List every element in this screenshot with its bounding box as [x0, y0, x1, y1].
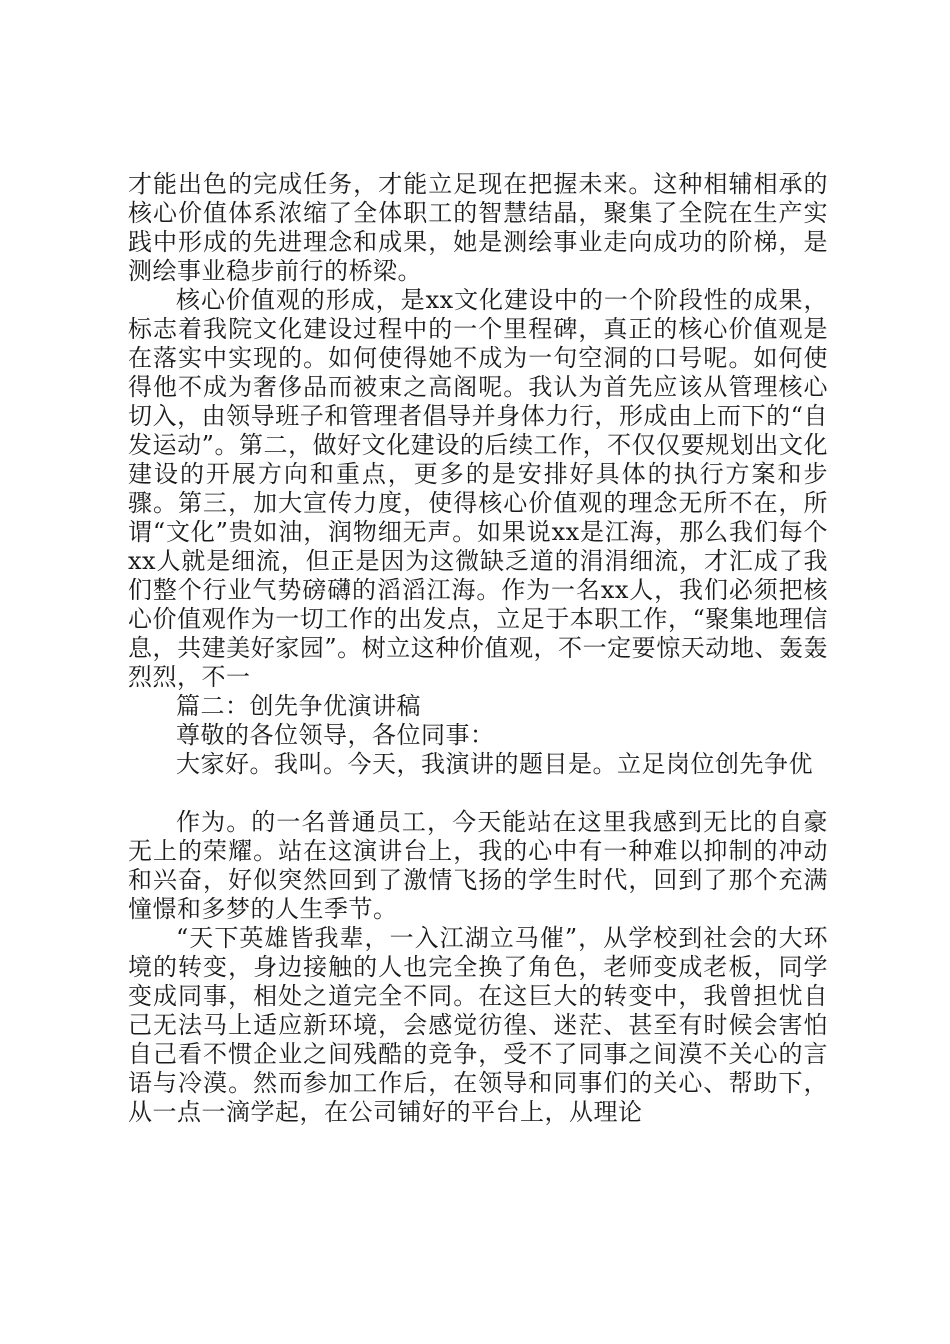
paragraph-transition: “天下英雄皆我辈，一入江湖立马催”，从学校到社会的大环境的转变，身边接触的人也完全换了角色，老师变成老板，同学变成同事，相处之道完全不同。在这巨大的转变中，我曾担忧自己无法马上适应新环境，会感觉彷徨、迷茫、甚至有时候会害怕自己看不惯企业之间残酷的竞争，受不了同事之间漠不关心的言语与冷漠。然而参加工作后，在领导和同事们的关心、帮助下，从一点一滴学起，在公司铺好的平台上，从理论: [128, 924, 828, 1126]
blank-line: [128, 779, 828, 808]
paragraph-continuation: 才能出色的完成任务，才能立足现在把握未来。这种相辅相承的核心价值体系浓缩了全体职工的智慧结晶，聚集了全院在生产实践中形成的先进理念和成果，她是测绘事业走向成功的阶梯，是测绘事业稳步前行的桥梁。: [128, 170, 828, 285]
greeting-line: 大家好。我叫。今天，我演讲的题目是。立足岗位创先争优: [176, 750, 813, 778]
paragraph-core-values: 核心价值观的形成，是xx文化建设中的一个阶段性的成果，标志着我院文化建设过程中的一个里程碑，真正的核心价值观是在落实中实现的。如何使得她不成为一句空洞的口号呢。如何使得他不成为奢侈品而被束之高阁呢。我认为首先应该从管理核心切入，由领导班子和管理者倡导并身体力行，形成由上而下的“自发运动”。第二，做好文化建设的后续工作，不仅仅要规划出文化建设的开展方向和重点，更多的是安排好具体的执行方案和步骤。第三，加大宣传力度，使得核心价值观的理念无所不在，所谓“文化”贵如油，润物细无声。如果说xx是江海，那么我们每个xx人就是细流，但正是因为这微缺乏道的涓涓细流，才汇成了我们整个行业气势磅礴的滔滔江海。作为一名xx人，我们必须把核心价值观作为一切工作的出发点，立足于本职工作，“聚集地理信息，共建美好家园”。树立这种价值观，不一定要惊天动地、轰轰烈烈，不一: [128, 286, 828, 691]
section-heading: 篇二：创先争优演讲稿: [176, 692, 421, 720]
salutation: 尊敬的各位领导，各位同事：: [176, 721, 495, 749]
paragraph-introduction: 作为。的一名普通员工，今天能站在这里我感到无比的自豪无上的荣耀。站在这演讲台上，我的心中有一种难以抑制的冲动和兴奋，好似突然回到了激情飞扬的学生时代，回到了那个充满憧憬和多梦的人生季节。: [128, 808, 828, 923]
document-page: [128, 170, 828, 1127]
